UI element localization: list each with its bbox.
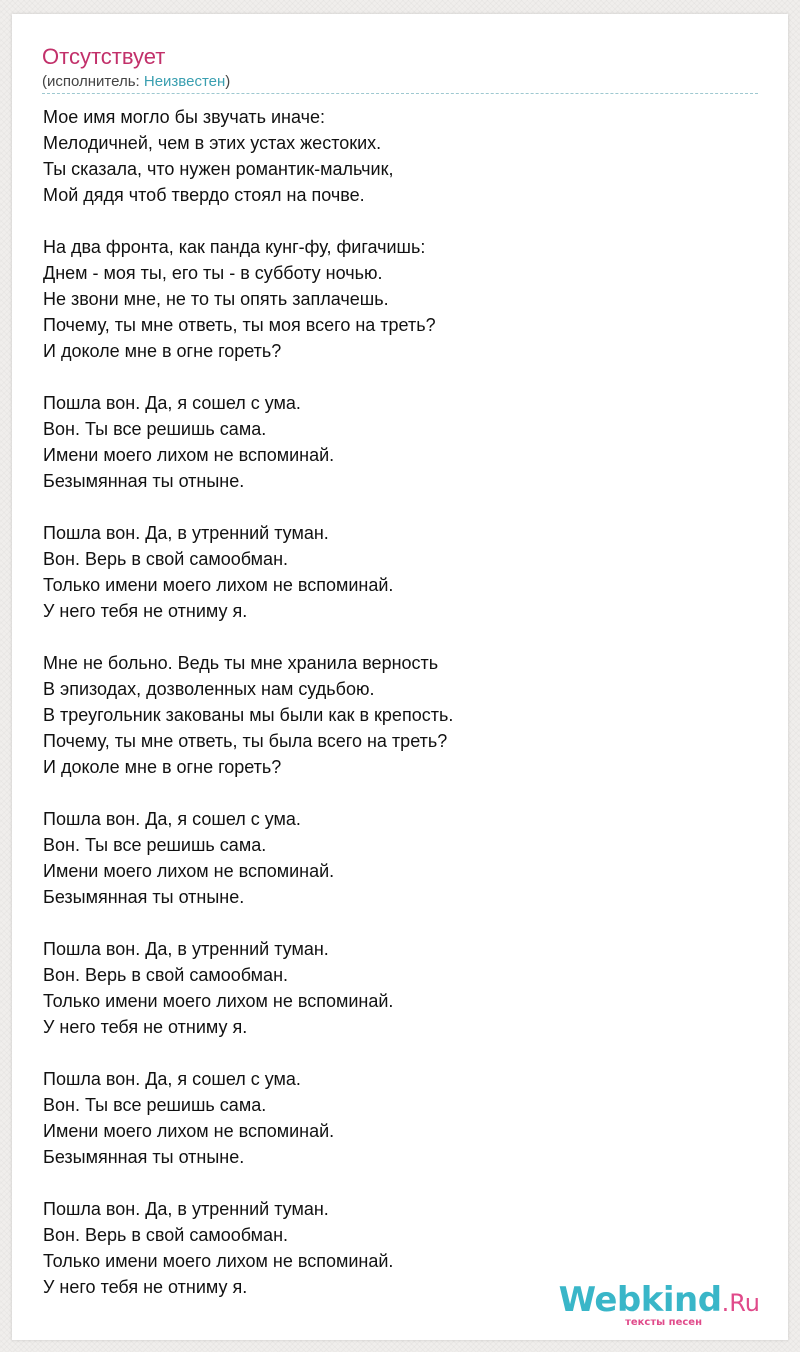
lyric-line: Пошла вон. Да, я сошел с ума. xyxy=(43,1069,301,1089)
lyric-line: Только имени моего лихом не вспоминай. xyxy=(43,991,394,1011)
lyric-line: В эпизодах, дозволенных нам судьбою. xyxy=(43,679,375,699)
logo-tld: .Ru xyxy=(721,1289,760,1317)
lyric-line: Пошла вон. Да, я сошел с ума. xyxy=(43,809,301,829)
artist-prefix: (исполнитель: xyxy=(42,73,144,90)
lyric-line: И доколе мне в огне гореть? xyxy=(43,757,282,777)
artist-line xyxy=(42,72,230,92)
lyric-line: Имени моего лихом не вспоминай. xyxy=(43,445,335,465)
lyric-line: Безымянная ты отныне. xyxy=(43,887,245,907)
lyric-line: Почему, ты мне ответь, ты моя всего на треть? xyxy=(43,315,436,335)
stanza xyxy=(43,520,763,624)
lyric-line: Вон. Ты все решишь сама. xyxy=(43,835,267,855)
artist-suffix: ) xyxy=(225,73,231,90)
stanza xyxy=(43,650,763,780)
song-title: Отсутствует xyxy=(42,44,166,69)
lyric-line: Почему, ты мне ответь, ты была всего на треть? xyxy=(43,731,448,751)
lyrics-card xyxy=(12,14,788,1340)
lyric-line: В треугольник закованы мы были как в крепость. xyxy=(43,705,454,725)
lyric-line: Мой дядя чтоб твердо стоял на почве. xyxy=(43,185,365,205)
lyric-line: Вон. Ты все решишь сама. xyxy=(43,419,267,439)
lyric-line: Вон. Верь в свой самообман. xyxy=(43,965,289,985)
lyric-line: Только имени моего лихом не вспоминай. xyxy=(43,575,394,595)
lyric-line: И доколе мне в огне гореть? xyxy=(43,341,282,361)
lyric-line: Вон. Ты все решишь сама. xyxy=(43,1095,267,1115)
stanza xyxy=(43,104,763,208)
stanza xyxy=(43,806,763,910)
lyric-line: Вон. Верь в свой самообман. xyxy=(43,549,289,569)
lyric-line: Не звони мне, не то ты опять заплачешь. xyxy=(43,289,389,309)
lyric-line: Пошла вон. Да, в утренний туман. xyxy=(43,939,329,959)
lyrics-text xyxy=(43,104,763,1326)
lyric-line: Пошла вон. Да, я сошел с ума. xyxy=(43,393,301,413)
lyric-line: Пошла вон. Да, в утренний туман. xyxy=(43,1199,329,1219)
logo-tagline: тексты песен xyxy=(625,1317,702,1328)
lyric-line: Имени моего лихом не вспоминай. xyxy=(43,861,335,881)
stanza xyxy=(43,390,763,494)
lyric-line: Вон. Верь в свой самообман. xyxy=(43,1225,289,1245)
lyric-line: У него тебя не отниму я. xyxy=(43,1277,248,1297)
lyric-line: На два фронта, как панда кунг-фу, фигачишь: xyxy=(43,237,426,257)
lyric-line: Только имени моего лихом не вспоминай. xyxy=(43,1251,394,1271)
lyric-line: Безымянная ты отныне. xyxy=(43,1147,245,1167)
lyric-line: Ты сказала, что нужен романтик-мальчик, xyxy=(43,159,394,179)
lyric-line: У него тебя не отниму я. xyxy=(43,601,248,621)
lyric-line: Безымянная ты отныне. xyxy=(43,471,245,491)
stanza xyxy=(43,234,763,364)
lyric-line: Мое имя могло бы звучать иначе: xyxy=(43,107,325,127)
lyric-line: Мелодичней, чем в этих устах жестоких. xyxy=(43,133,382,153)
lyric-line: Имени моего лихом не вспоминай. xyxy=(43,1121,335,1141)
artist-link[interactable]: Неизвестен xyxy=(143,73,226,90)
stanza xyxy=(43,1066,763,1170)
webkind-logo[interactable] xyxy=(558,1280,760,1328)
lyric-line: Мне не больно. Ведь ты мне хранила верность xyxy=(43,653,439,673)
lyric-line: У него тебя не отниму я. xyxy=(43,1017,248,1037)
logo-main-text: Webkind xyxy=(558,1280,722,1320)
lyric-line: Днем - моя ты, его ты - в субботу ночью. xyxy=(43,263,383,283)
lyric-line: Пошла вон. Да, в утренний туман. xyxy=(43,523,329,543)
title-divider xyxy=(42,93,758,94)
stanza xyxy=(43,936,763,1040)
